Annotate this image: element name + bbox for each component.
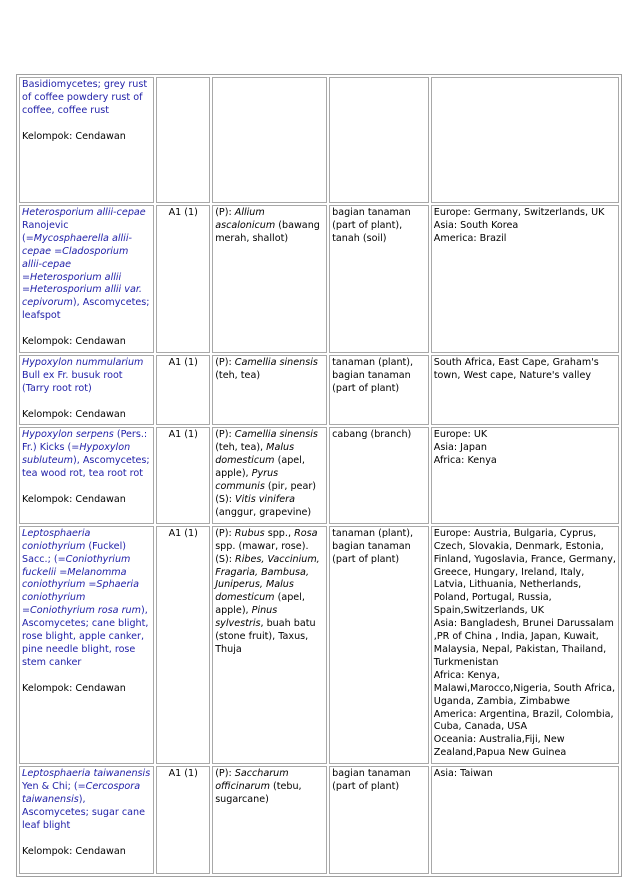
host-run: (tebu, sugarcane): [215, 781, 302, 805]
organism-run: Sphaeria coniothyrium: [22, 579, 139, 604]
organism-run: Hypoxylon nummularium: [22, 356, 144, 368]
organism-run: =: [51, 245, 63, 257]
distribution-cell: [431, 427, 619, 523]
organism-run: Coniothyrium rosa rum: [30, 605, 141, 617]
organism-run: Coniothyrium fuckelii: [22, 553, 131, 578]
host-run: , buah batu (stone fruit), Taxus, Thuja: [215, 618, 316, 655]
organism-run: =: [22, 605, 31, 617]
host-run: (bawang merah, shallot): [215, 219, 320, 244]
host-run: Malus domesticum: [215, 442, 295, 467]
host-run: (teh, tea),: [215, 442, 267, 454]
host-cell: [212, 77, 327, 203]
table-row: [19, 355, 619, 426]
host-cell: [212, 427, 327, 523]
group-label: Kelompok: Cendawan: [22, 493, 126, 505]
distribution-line: Asia: Taiwan: [433, 768, 493, 780]
group-label: Kelompok: Cendawan: [22, 336, 126, 348]
plant-part-run: bagian tanaman (part of plant): [332, 768, 411, 793]
host-run: (apel, apple),: [215, 592, 305, 617]
organism-run: Cercospora taiwanensis: [22, 781, 141, 805]
spacer: [22, 670, 151, 683]
organism-run: Melanomma coniothyrium: [22, 566, 127, 591]
organism-run: =: [22, 271, 31, 283]
organism-run: Heterosporium allii var. cepivorum: [22, 284, 142, 309]
host-run: (apel, apple),: [215, 455, 305, 480]
table-row: [19, 766, 619, 874]
organism-run: Bull ex Fr. busuk root (Tarry root rot): [22, 369, 123, 394]
organism-cell: [19, 205, 154, 353]
organism-run: Basidiomycetes; grey rust of coffee powdery rust of coffee, coffee rust: [22, 79, 148, 116]
host-run: Pinus sylvestris: [215, 605, 278, 630]
organism-run: ), Ascomycetes; leafspot: [22, 297, 150, 322]
plant-part-run: cabang (branch): [332, 429, 412, 441]
category-code-cell: A1 (1): [156, 427, 210, 523]
host-run: (P):: [215, 768, 235, 780]
host-run: Rosa: [294, 527, 318, 539]
organism-run: Ranojevic (=: [22, 219, 69, 244]
distribution-line: America: Argentina, Brazil, Colombia, Cuba, Canada, USA: [433, 708, 614, 733]
category-code-cell: A1 (1): [156, 205, 210, 353]
plant-part-run: bagian tanaman (part of plant), tanah (soil): [332, 207, 411, 244]
host-run: (P):: [215, 527, 235, 539]
pest-table-body: [19, 77, 619, 874]
organism-run: =: [22, 284, 31, 296]
host-run: spp. (mawar, rose). (S):: [215, 540, 309, 565]
host-run: Saccharum officinarum: [215, 768, 289, 793]
spacer: [22, 323, 151, 336]
pest-table: [16, 74, 622, 877]
distribution-line: Africa: Kenya, Malawi,Marocco,Nigeria, South Africa, Uganda, Zambia, Zimbabwe: [433, 669, 616, 707]
distribution-cell: [431, 77, 619, 203]
spacer: [22, 118, 151, 131]
host-run: (P):: [215, 356, 235, 368]
host-run: Camellia sinensis: [234, 356, 318, 368]
plant-part-cell: [329, 427, 429, 523]
category-code-cell: [156, 77, 210, 203]
organism-run: Cladosporium allii-cepae: [22, 245, 129, 270]
organism-run: Leptosphaeria taiwanensis: [22, 768, 151, 780]
group-label: Kelompok: Cendawan: [22, 845, 126, 857]
plant-part-cell: [329, 766, 429, 874]
organism-cell: [19, 427, 154, 523]
category-code-cell: A1 (1): [156, 766, 210, 874]
distribution-line: Asia: Bangladesh, Brunei Darussalam ,PR of China , India, Japan, Kuwait, Malaysia, Nepal, Pakistan, Thailand, Turkmenistan: [433, 618, 614, 668]
organism-run: =: [56, 566, 68, 578]
distribution-line: Europe: Germany, Switzerlands, UK: [433, 207, 605, 218]
organism-run: ), Ascomycetes; tea wood rot, tea root rot: [22, 455, 150, 480]
host-run: Camellia sinensis: [234, 429, 318, 441]
host-run: Vitis vinifera: [235, 494, 295, 505]
organism-run: =: [85, 579, 97, 591]
distribution-cell: [431, 205, 619, 353]
distribution-cell: [431, 766, 619, 874]
distribution-cell: [431, 355, 619, 426]
table-row: [19, 205, 619, 353]
distribution-line: South Africa, East Cape, Graham's town, West cape, Nature's valley: [433, 356, 599, 381]
organism-cell: [19, 526, 154, 764]
host-cell: [212, 526, 327, 764]
group-label: Kelompok: Cendawan: [22, 130, 126, 142]
table-row: [19, 526, 619, 764]
organism-run: Yen & Chi; (=: [22, 781, 86, 793]
plant-part-cell: [329, 526, 429, 764]
organism-run: ), Ascomycetes; cane blight, rose blight, apple canker, pine needle blight, rose stem canker: [22, 605, 149, 668]
organism-cell: [19, 355, 154, 426]
category-code-cell: A1 (1): [156, 355, 210, 426]
organism-run: Heterosporium allii: [30, 271, 122, 283]
host-run: (pir, pear) (S):: [215, 481, 317, 505]
distribution-line: Oceania: Australia,Fiji, New Zealand,Papua New Guinea: [433, 734, 567, 759]
distribution-line: Asia: South Korea: [433, 219, 519, 231]
spacer: [22, 833, 151, 846]
plant-part-cell: [329, 205, 429, 353]
host-cell: [212, 355, 327, 426]
organism-run: Heterosporium allii-cepae: [22, 207, 146, 218]
host-run: Ribes, Vaccinium, Fragaria, Bambusa, Juniperus, Malus domesticum: [215, 553, 320, 604]
distribution-line: Europe: Austria, Bulgaria, Cyprus, Czech, Slovakia, Denmark, Estonia, Finland, Yugoslavia, France, Germany, Greece, Hungary, Ireland, Italy, Latvia, Lithuania, Netherlands, Poland, Portugal, Russia, Spain,Switzerlands, UK: [433, 527, 616, 617]
plant-part-run: tanaman (plant), bagian tanaman (part of plant): [332, 527, 414, 565]
plant-part-cell: [329, 77, 429, 203]
organism-run: Hypoxylon serpens: [22, 429, 114, 441]
organism-run: Hypoxylon subluteum: [22, 442, 131, 467]
host-run: Allium ascalonicum: [215, 207, 276, 231]
organism-run: (Fuckel) Sacc.; (=: [22, 540, 126, 565]
host-run: (anggur, grapevine): [215, 506, 312, 518]
host-run: (P):: [215, 429, 235, 441]
organism-cell: [19, 77, 154, 203]
host-cell: [212, 766, 327, 874]
distribution-cell: [431, 526, 619, 764]
plant-part-run: tanaman (plant), bagian tanaman (part of plant): [332, 356, 414, 394]
organism-cell: [19, 766, 154, 874]
distribution-line: Europe: UK: [433, 429, 488, 441]
spacer: [22, 396, 151, 409]
host-run: (teh, tea): [215, 369, 261, 381]
host-run: spp.,: [264, 527, 295, 539]
host-cell: [212, 205, 327, 353]
group-label: Kelompok: Cendawan: [22, 682, 126, 694]
host-run: Pyrus communis: [215, 468, 279, 493]
distribution-line: Africa: Kenya: [433, 455, 497, 467]
category-code-cell: A1 (1): [156, 526, 210, 764]
spacer: [22, 481, 151, 494]
table-row: [19, 77, 619, 203]
organism-run: Leptosphaeria coniothyrium: [22, 527, 91, 552]
distribution-line: America: Brazil: [433, 232, 507, 244]
host-run: (P):: [215, 207, 235, 218]
organism-run: ), Ascomycetes; sugar cane leaf blight: [22, 793, 146, 831]
organism-run: (Pers.: Fr.) Kicks (=: [22, 429, 148, 454]
distribution-line: Asia: Japan: [433, 442, 487, 454]
group-label: Kelompok: Cendawan: [22, 408, 126, 420]
document-page: [16, 74, 622, 877]
organism-run: Mycosphaerella allii-cepae: [22, 232, 132, 257]
plant-part-cell: [329, 355, 429, 426]
host-run: Rubus: [234, 527, 265, 539]
table-row: [19, 427, 619, 523]
